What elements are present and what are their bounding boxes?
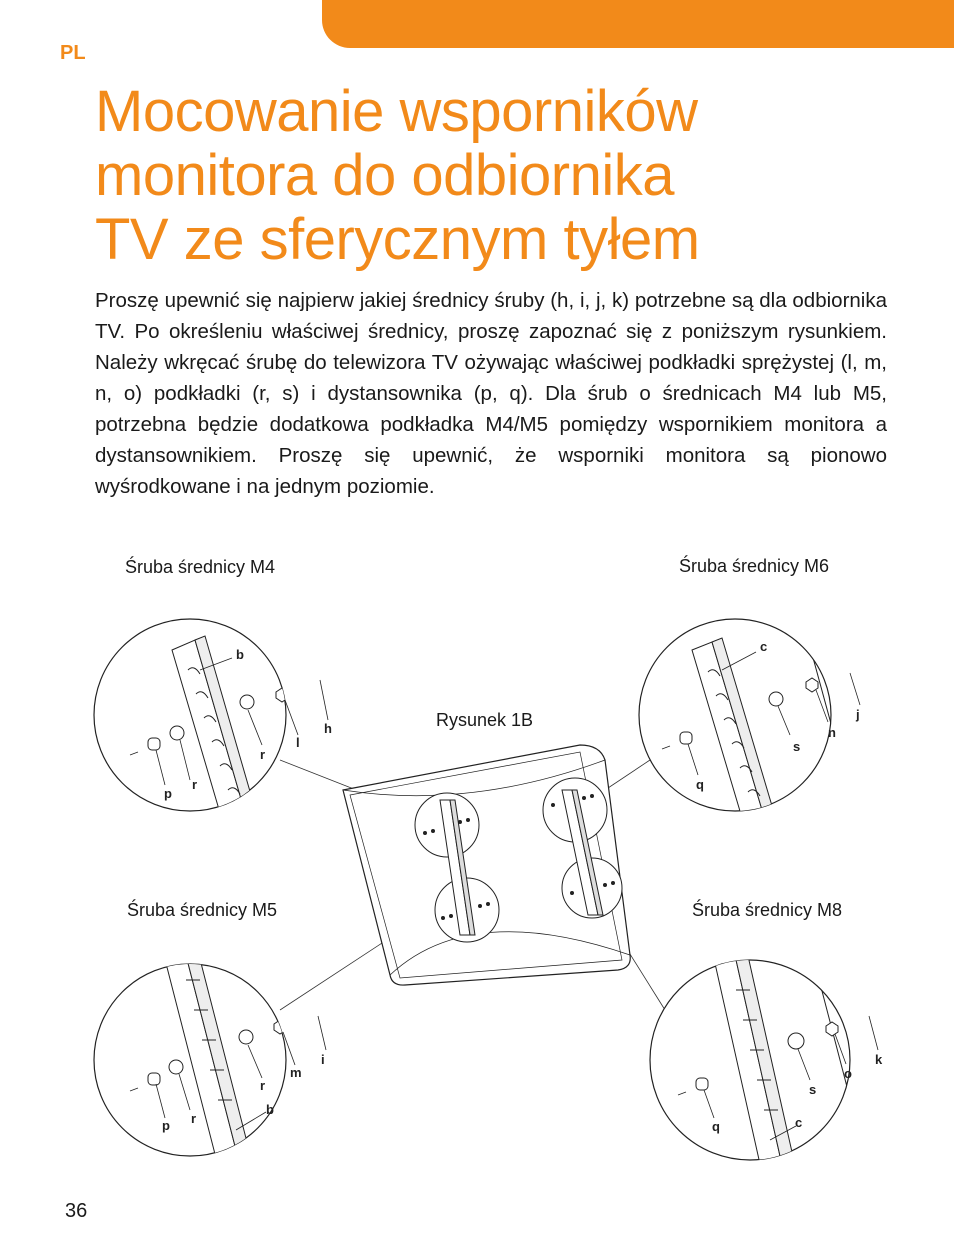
label-m4-b: b <box>236 647 244 662</box>
label-m5-m: m <box>290 1065 302 1080</box>
label-m6-j: j <box>856 707 860 722</box>
title-line-2: monitora do odbiornika <box>95 143 675 208</box>
label-m6-q: q <box>696 777 704 792</box>
label-m8-q: q <box>712 1119 720 1134</box>
label-m6-s: s <box>793 739 801 754</box>
detail-m8 <box>650 938 883 1175</box>
label-m8-k: k <box>875 1052 883 1067</box>
language-label: PL <box>60 42 86 64</box>
label-m5-r2: r <box>191 1111 197 1126</box>
figure-caption: Rysunek 1B <box>436 710 534 730</box>
label-m4-l: l <box>296 735 300 750</box>
title-line-3: TV ze sferycznym tyłem <box>95 207 700 272</box>
label-m6-c: c <box>760 639 768 654</box>
label-m6-n: n <box>828 725 836 740</box>
detail-m5 <box>94 928 326 1158</box>
label-m5-b: b <box>266 1102 274 1117</box>
label-m5-r: r <box>260 1078 266 1093</box>
title-line-1: Mocowanie wsporników <box>95 79 698 144</box>
label-m4-h: h <box>324 721 332 736</box>
label-m4-p: p <box>164 786 172 801</box>
detail-m4 <box>94 619 332 840</box>
caption-m4: Śruba średnicy M4 <box>125 557 276 577</box>
label-m5-i: i <box>321 1052 325 1067</box>
page-number: 36 <box>65 1200 88 1222</box>
label-m8-c: c <box>795 1115 803 1130</box>
label-m4-r2: r <box>192 777 198 792</box>
label-m5-p: p <box>162 1118 170 1133</box>
caption-m8: Śruba średnicy M8 <box>692 900 843 920</box>
detail-m6 <box>639 610 860 838</box>
label-m8-o: o <box>844 1066 852 1081</box>
caption-m5: Śruba średnicy M5 <box>127 900 278 920</box>
instructions-paragraph: Proszę upewnić się najpierw jakiej średnicy śruby (h, i, j, k) potrzebne są dla odbiornika TV. Po określeniu właściwej średnicy, proszę zapoznać się z poniższym rysunkiem. Należy wkręcać śrubę do telewizora TV ożywając właściwej podkładki sprężystej (l, m, n, o) podkładki (r, s) i dystansownika (p, q). Dla śrub o średnicach M4 lub M5, potrzebna będzie dodatkowa podkładka M4/M5 pomiędzy wspornikiem monitora a dystansownikiem. Proszę się upewnić, że wsporniki monitora są pionowo wyśrodkowane i na jednym poziomie. <box>95 289 887 498</box>
caption-m6: Śruba średnicy M6 <box>679 556 830 576</box>
label-m4-r: r <box>260 747 266 762</box>
label-m8-s: s <box>809 1082 817 1097</box>
